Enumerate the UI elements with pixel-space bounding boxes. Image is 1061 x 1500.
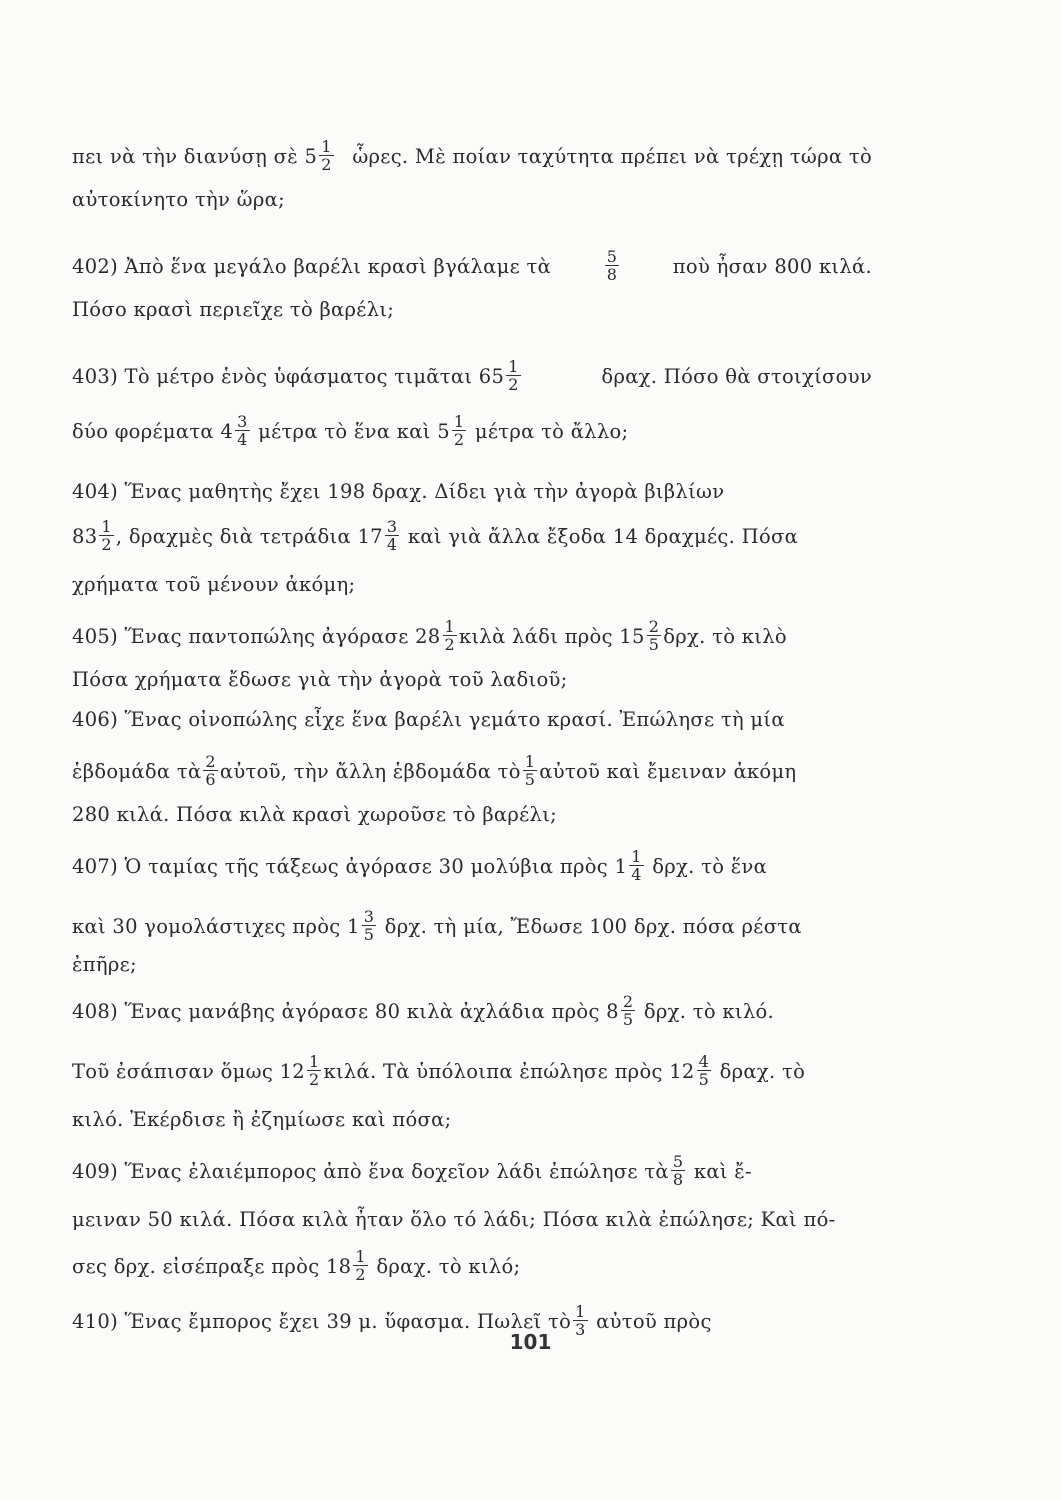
fraction: $\frac{3}{5}$ [363, 907, 375, 944]
problem-410: 410) Ἕνας ἔμπορος ἔχει 39 μ. ὕφασμα. Πωλεῖ τὸ $\frac{1}{3}$ αὐτοῦ πρὸς [72, 1302, 712, 1339]
text-line: ἐπῆρε; [72, 953, 137, 976]
text-line: κιλό. Ἐκέρδισε ἢ ἐζημίωσε καὶ πόσα; [72, 1108, 452, 1131]
text-line: 83 $\frac{1}{2}$ , δραχμὲς διὰ τετράδια 17 $\frac{3}{4}$ καὶ γιὰ ἄλλα ἔξοδα 14 δραχμές. Πόσα [72, 517, 799, 554]
fraction: $\frac{2}{6}$ [205, 752, 216, 789]
text-line: Πόσα χρήματα ἔδωσε γιὰ τὴν ἀγορὰ τοῦ λαδιοῦ; [72, 668, 568, 691]
fraction: $\frac{1}{2}$ [508, 356, 519, 394]
problem-405: 405) Ἕνας παντοπώλης ἀγόρασε 28 $\frac{1}{2}$ κιλὰ λάδι πρὸς 15 $\frac{2}{5}$ δρχ. τὸ κιλὸ [72, 617, 787, 654]
text-line: δύο φορέματα 4 $\frac{3}{4}$ μέτρα τὸ ἕνα καὶ 5 $\frac{1}{2}$ μέτρα τὸ ἄλλο; [72, 412, 629, 449]
text-line: χρήματα τοῦ μένουν ἀκόμη; [72, 573, 356, 596]
problem-403: 403) Τὸ μέτρο ἑνὸς ὑφάσματος τιμᾶται 65 $\frac{1}{2}$ δραχ. Πόσο θὰ στοιχίσουν [72, 356, 872, 394]
fraction: $\frac{5}{8}$ [606, 246, 618, 284]
text-line: 280 κιλά. Πόσα κιλὰ κρασὶ χωροῦσε τὸ βαρέλι; [72, 803, 558, 826]
problem-406: 406) Ἕνας οἰνοπώλης εἶχε ἕνα βαρέλι γεμάτο κρασί. Ἐπώλησε τὴ μία [72, 708, 785, 731]
text-line: μειναν 50 κιλά. Πόσα κιλὰ ἦταν ὅλο τό λάδι; Πόσα κιλὰ ἐπώλησε; Καὶ πό- [72, 1208, 836, 1231]
problem-408: 408) Ἕνας μανάβης ἀγόρασε 80 κιλὰ ἀχλάδια πρὸς 8 $\frac{2}{5}$ δρχ. τὸ κιλό. [72, 992, 775, 1029]
fraction: $\frac{1}{2}$ [308, 1052, 320, 1089]
fraction: $\frac{1}{5}$ [524, 752, 536, 789]
text-line: Πόσο κρασὶ περιεῖχε τὸ βαρέλι; [72, 298, 395, 321]
text-line: Τοῦ ἐσάπισαν ὅμως 12 $\frac{1}{2}$ κιλά. Τὰ ὑπόλοιπα ἐπώλησε πρὸς 12 $\frac{4}{5}$ δραχ. τὸ [72, 1052, 806, 1089]
fraction: $\frac{1}{2}$ [321, 136, 332, 174]
fraction: $\frac{2}{5}$ [622, 992, 634, 1029]
fraction: $\frac{1}{3}$ [575, 1302, 586, 1339]
fraction: $\frac{1}{2}$ [444, 617, 455, 654]
fraction: $\frac{1}{2}$ [101, 517, 112, 554]
text-line: σες δρχ. εἰσέπραξε πρὸς 18 $\frac{1}{2}$ δραχ. τὸ κιλό; [72, 1247, 521, 1284]
problem-407: 407) Ὁ ταμίας τῆς τάξεως ἀγόρασε 30 μολύβια πρὸς 1 $\frac{1}{4}$ δρχ. τὸ ἕνα [72, 847, 768, 884]
fraction: $\frac{4}{5}$ [698, 1052, 710, 1089]
fraction: $\frac{3}{4}$ [237, 412, 248, 449]
page-number: 101 [509, 1330, 552, 1354]
text-line: πει νὰ τὴν διανύσῃ σὲ 5 $\frac{1}{2}$ ὧρες. Μὲ ποίαν ταχύτητα πρέπει νὰ τρέχῃ τώρα τὸ [72, 136, 872, 174]
text-line: αὐτοκίνητο τὴν ὥρα; [72, 188, 285, 211]
text-line: ἑβδομάδα τὰ $\frac{2}{6}$ αὐτοῦ, τὴν ἄλλη ἑβδομάδα τὸ $\frac{1}{5}$ αὐτοῦ καὶ ἔμειναν ἀκόμη [72, 752, 797, 789]
fraction: $\frac{1}{2}$ [355, 1247, 366, 1284]
problem-409: 409) Ἕνας ἐλαιέμπορος ἀπὸ ἕνα δοχεῖον λάδι ἐπώλησε τὰ $\frac{5}{8}$ καὶ ἔ- [72, 1152, 752, 1189]
fraction: $\frac{1}{4}$ [631, 847, 642, 884]
text-line: καὶ 30 γομολάστιχες πρὸς 1 $\frac{3}{5}$ δρχ. τὴ μία, Ἔδωσε 100 δρχ. πόσα ρέστα [72, 907, 802, 944]
fraction: $\frac{5}{8}$ [672, 1152, 684, 1189]
fraction: $\frac{2}{5}$ [648, 617, 660, 654]
problem-404: 404) Ἕνας μαθητὴς ἔχει 198 δραχ. Δίδει γιὰ τὴν ἀγορὰ βιβλίων [72, 480, 725, 503]
fraction: $\frac{3}{4}$ [386, 517, 398, 554]
fraction: $\frac{1}{2}$ [453, 412, 465, 449]
problem-402: 402) Ἀπὸ ἕνα μεγάλο βαρέλι κρασὶ βγάλαμε τὰ $\frac{5}{8}$ ποὺ ἦσαν 800 κιλά. [72, 246, 872, 284]
